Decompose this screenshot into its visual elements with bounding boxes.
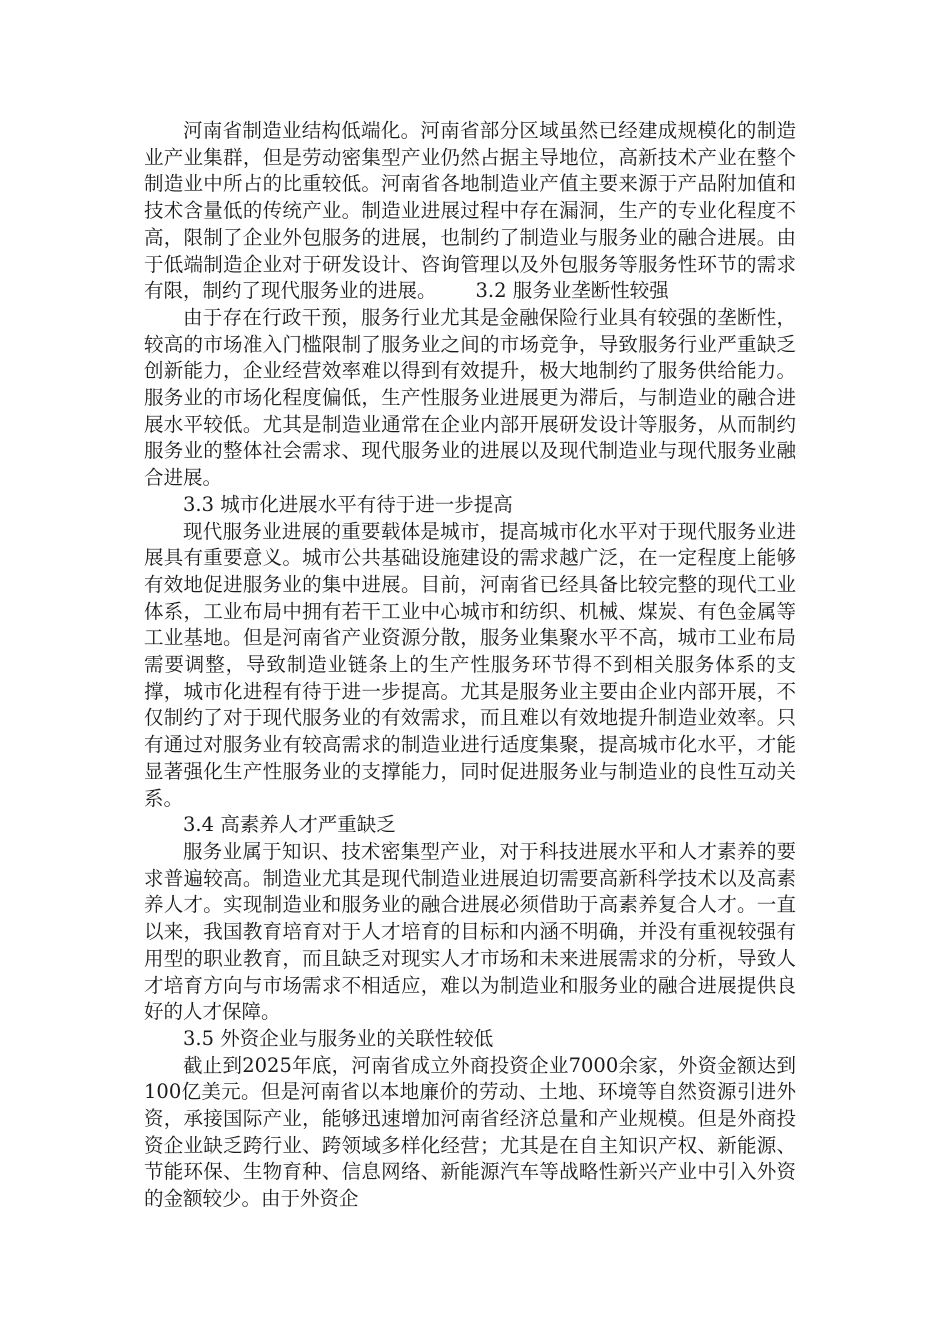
paragraph-service-monopoly: 由于存在行政干预，服务行业尤其是金融保险行业具有较强的垄断性，较高的市场准入门槛限制了服务业之间的市场竞争，导致服务行业严重缺乏创新能力，企业经营效率难以得到有效提升，极大地制约了服务供给能力。服务业的市场化程度偏低，生产性服务业进展更为滞后，与制造业的融合进展水平较低。尤其是制造业通常在企业内部开展研发设计等服务，从而制约服务业的整体社会需求、现代服务业的进展以及现代制造业与现代服务业融合进展。 (144, 305, 796, 490)
paragraph-urbanization: 现代服务业进展的重要载体是城市，提高城市化水平对于现代服务业进展具有重要意义。城市公共基础设施建设的需求越广泛，在一定程度上能够有效地促进服务业的集中进展。目前，河南省已经具备比较完整的现代工业体系，工业布局中拥有若干工业中心城市和纺织、机械、煤炭、有色金属等工业基地。但是河南省产业资源分散，服务业集聚水平不高，城市工业布局需要调整，导致制造业链条上的生产性服务环节得不到相关服务体系的支撑，城市化进程有待于进一步提高。尤其是服务业主要由企业内部开展，不仅制约了对于现代服务业的有效需求，而且难以有效地提升制造业效率。只有通过对服务业有较高需求的制造业进行适度集聚，提高城市化水平，才能显著强化生产性服务业的支撑能力，同时促进服务业与制造业的良性互动关系。 (144, 519, 796, 810)
section-heading-3-5: 3.5 外资企业与服务业的关联性较低 (183, 1026, 494, 1050)
paragraph-text: 河南省制造业结构低端化。河南省部分区域虽然已经建成规模化的制造业产业集群，但是劳动密集型产业仍然占据主导地位，高新技术产业在整个制造业中所占的比重较低。河南省各地制造业产值主要来源于产品附加值和技术含量低的传统产业。制造业进展过程中存在漏洞，生产的专业化程度不高，限制了企业外包服务的进展，也制约了制造业与服务业的融合进展。由于低端制造企业对于研发设计、咨询管理以及外包服务等服务性环节的需求有限，制约了现代服务业的进展。 (144, 119, 796, 303)
paragraph-manufacturing-structure (144, 118, 796, 305)
paragraph-foreign-investment: 截止到2025年底，河南省成立外商投资企业7000余家，外资金额达到100亿美元。但是河南省以本地廉价的劳动、土地、环境等自然资源引进外资，承接国际产业，能够迅速增加河南省经济总量和产业规模。但是外商投资企业缺乏跨行业、跨领域多样化经营；尤其是在自主知识产权、新能源、节能环保、生物育种、信息网络、新能源汽车等战略性新兴产业中引入外资的金额较少。由于外资企 (144, 1053, 796, 1211)
section-heading-3-2: 3.2 服务业垄断性较强 (475, 279, 669, 303)
paragraph-talent-shortage: 服务业属于知识、技术密集型产业，对于科技进展水平和人才素养的要求普遍较高。制造业尤其是现代制造业进展迫切需要高新科学技术以及高素养人才。实现制造业和服务业的融合进展必须借助于高素养复合人才。一直以来，我国教育培育对于人才培育的目标和内涵不明确，并没有重视较强有用型的职业教育，而且缺乏对现实人才市场和未来进展需求的分析，导致人才培育方向与市场需求不相适应，难以为制造业和服务业的融合进展提供良好的人才保障。 (144, 839, 796, 1024)
section-heading-3-4: 3.4 高素养人才严重缺乏 (183, 813, 396, 837)
document-page (144, 118, 796, 1213)
section-heading-3-3: 3.3 城市化进展水平有待于进一步提高 (183, 492, 513, 516)
